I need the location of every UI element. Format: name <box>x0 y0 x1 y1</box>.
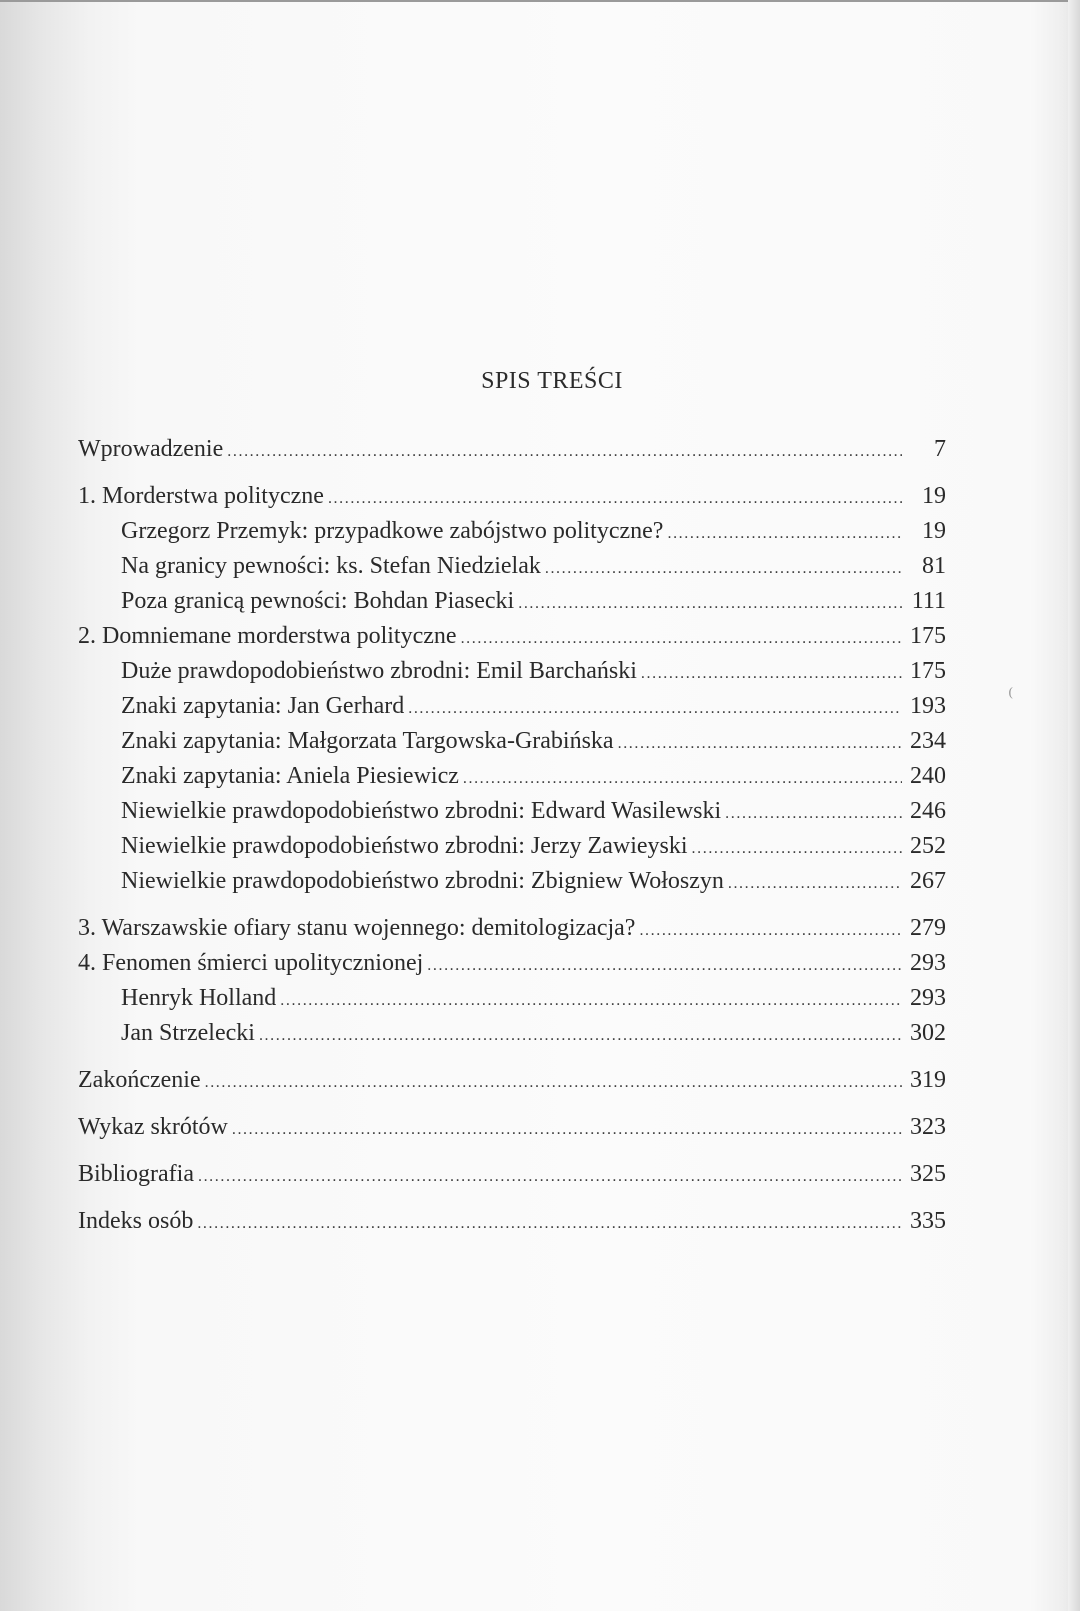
toc-entry-label: Niewielkie prawdopodobieństwo zbrodni: Zbigniew Wołoszyn <box>121 868 724 894</box>
toc-subentry <box>78 514 946 549</box>
toc-entry-label: Henryk Holland <box>121 985 277 1011</box>
dot-leader <box>198 1159 902 1194</box>
toc-entry-label: Wykaz skrótów <box>78 1114 228 1140</box>
dot-leader <box>328 481 902 516</box>
dot-leader <box>618 726 902 761</box>
toc-page-number: 240 <box>910 763 946 789</box>
toc-entry-label: Poza granicą pewności: Bohdan Piasecki <box>121 588 515 614</box>
dot-leader <box>227 434 902 469</box>
toc-subentry <box>78 654 946 689</box>
dot-leader <box>545 551 902 586</box>
toc-entry-label: 3. Warszawskie ofiary stanu wojennego: demitologizacja? <box>78 915 636 941</box>
dot-leader <box>518 586 902 621</box>
toc-page-number: 175 <box>910 623 946 649</box>
toc-page-number: 335 <box>910 1208 946 1234</box>
toc-page-number: 267 <box>910 868 946 894</box>
toc-subentry <box>78 981 946 1016</box>
toc-entry-label: Niewielkie prawdopodobieństwo zbrodni: Jerzy Zawieyski <box>121 833 688 859</box>
toc-entry <box>78 1204 946 1239</box>
dot-leader <box>461 621 902 656</box>
dot-leader <box>463 761 902 796</box>
toc-page-number: 302 <box>910 1020 946 1046</box>
toc-entry <box>78 479 946 514</box>
margin-smudge: ⁽ <box>1008 684 1014 709</box>
toc-page-number: 323 <box>910 1114 946 1140</box>
toc-entry-label: Bibliografia <box>78 1161 194 1187</box>
toc-page-number: 19 <box>922 483 946 509</box>
toc-title: SPIS TREŚCI <box>481 368 623 394</box>
toc-subentry <box>78 724 946 759</box>
toc-subentry <box>78 829 946 864</box>
toc-entry-label: Zakończenie <box>78 1067 201 1093</box>
dot-leader <box>639 913 902 948</box>
dot-leader <box>725 796 902 831</box>
dot-leader <box>667 516 902 551</box>
toc-entry-label: Jan Strzelecki <box>121 1020 255 1046</box>
toc-entry-label: Znaki zapytania: Jan Gerhard <box>121 693 405 719</box>
toc-page-number: 19 <box>922 518 946 544</box>
toc-entry <box>78 432 946 467</box>
toc-subentry <box>78 794 946 829</box>
toc-page-number: 175 <box>910 658 946 684</box>
toc-entry <box>78 1157 946 1192</box>
dot-leader <box>641 656 902 691</box>
dot-leader <box>408 691 902 726</box>
toc-entry-label: Wprowadzenie <box>78 436 224 462</box>
toc-page-number: 293 <box>910 950 946 976</box>
toc-subentry <box>78 864 946 899</box>
toc-subentry <box>78 759 946 794</box>
toc-entry-label: Duże prawdopodobieństwo zbrodni: Emil Barchański <box>121 658 637 684</box>
toc-page-number: 252 <box>910 833 946 859</box>
toc-entry-label: Znaki zapytania: Aniela Piesiewicz <box>121 763 459 789</box>
toc-subentry <box>78 549 946 584</box>
dot-leader <box>280 983 902 1018</box>
toc-page-number: 246 <box>910 798 946 824</box>
toc-page-number: 7 <box>934 436 946 462</box>
toc-page-number: 279 <box>910 915 946 941</box>
toc-page-number: 234 <box>910 728 946 754</box>
toc-entry-label: Znaki zapytania: Małgorzata Targowska-Grabińska <box>121 728 614 754</box>
dot-leader <box>427 948 902 983</box>
toc-entry <box>78 911 946 946</box>
toc-page-number: 193 <box>910 693 946 719</box>
toc-entry <box>78 1063 946 1098</box>
dot-leader <box>692 831 902 866</box>
toc-page-number: 81 <box>922 553 946 579</box>
dot-leader <box>197 1206 902 1241</box>
toc-entry-label: 1. Morderstwa polityczne <box>78 483 324 509</box>
dot-leader <box>728 866 902 901</box>
toc-page-number: 319 <box>910 1067 946 1093</box>
page-right-edge <box>1068 0 1080 1611</box>
toc-entry-label: 2. Domniemane morderstwa polityczne <box>78 623 457 649</box>
toc-page-number: 325 <box>910 1161 946 1187</box>
dot-leader <box>259 1018 902 1053</box>
toc-entry-label: 4. Fenomen śmierci upolitycznionej <box>78 950 424 976</box>
toc-subentry <box>78 584 946 619</box>
toc-entry-label: Na granicy pewności: ks. Stefan Niedzielak <box>121 553 541 579</box>
toc-entry-label: Grzegorz Przemyk: przypadkowe zabójstwo polityczne? <box>121 518 664 544</box>
toc-subentry <box>78 1016 946 1051</box>
toc-entry <box>78 1110 946 1145</box>
table-of-contents <box>78 432 946 1239</box>
toc-entry <box>78 946 946 981</box>
toc-page-number: 293 <box>910 985 946 1011</box>
dot-leader <box>205 1065 902 1100</box>
page-top-edge <box>0 0 1080 2</box>
toc-entry-label: Indeks osób <box>78 1208 194 1234</box>
toc-page-number: 111 <box>911 588 946 614</box>
dot-leader <box>232 1112 902 1147</box>
toc-subentry <box>78 689 946 724</box>
toc-entry-label: Niewielkie prawdopodobieństwo zbrodni: Edward Wasilewski <box>121 798 722 824</box>
toc-entry <box>78 619 946 654</box>
